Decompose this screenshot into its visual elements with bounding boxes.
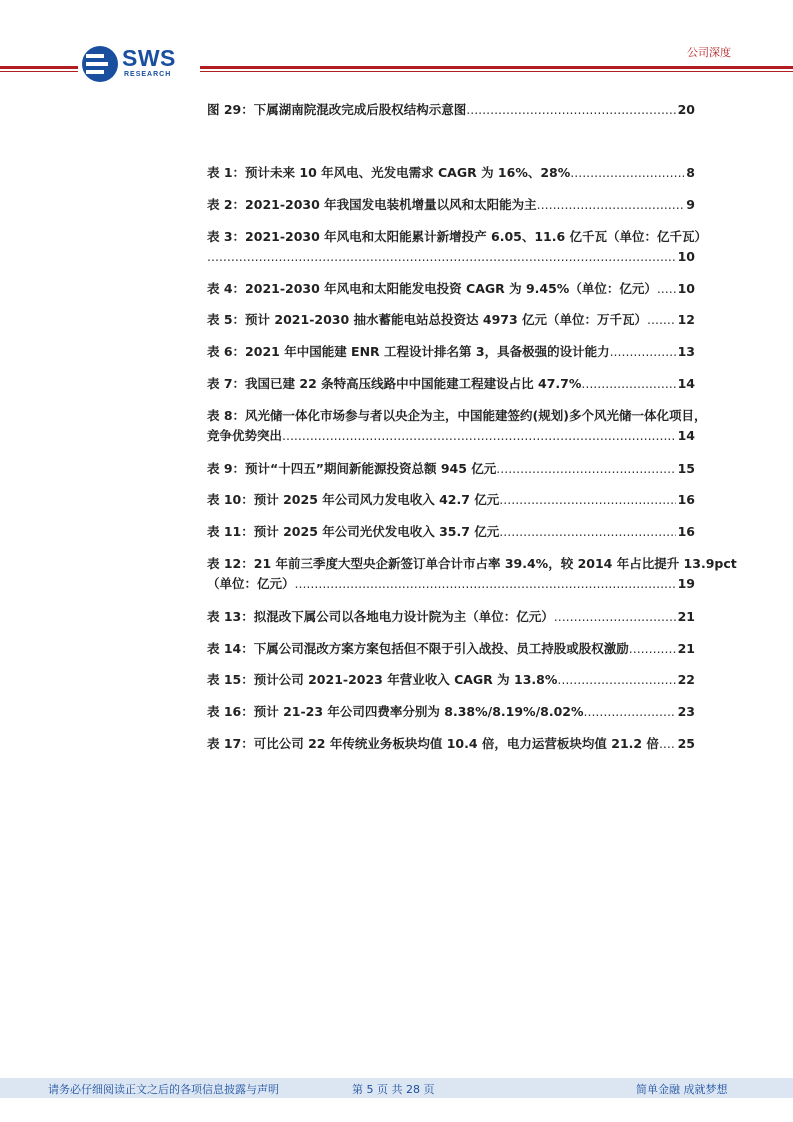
toc-entry-title: 表 17：可比公司 22 年传统业务板块均值 10.4 倍，电力运营板块均值 21.2 倍: [207, 736, 659, 751]
toc-page-number: 21: [677, 609, 695, 624]
toc-leader-dots: [499, 522, 675, 542]
header-rule-left: [0, 66, 78, 69]
toc-entry-title: 表 14：下属公司混改方案方案包括但不限于引入战投、员工持股或股权激励: [207, 641, 629, 656]
toc-entry-title: 表 15：预计公司 2021-2023 年营业收入 CAGR 为 13.8%: [207, 672, 558, 687]
toc-entry-title: 表 7：我国已建 22 条特高压线路中中国能建工程建设占比 47.7%: [207, 376, 582, 391]
toc-page-number: 8: [686, 165, 695, 180]
toc-leader-dots: [581, 374, 675, 394]
toc-entry[interactable]: [207, 734, 695, 754]
section-label: 公司深度: [687, 46, 731, 59]
toc-leader-dots: [537, 195, 685, 215]
footer-bar: [0, 1078, 793, 1098]
logo-brand: SWS: [122, 45, 176, 71]
toc-leader-dots: [584, 702, 676, 722]
toc-entry-title: 图 29：下属湖南院混改完成后股权结构示意图: [207, 102, 467, 117]
sws-logo-mark-icon: [80, 44, 120, 84]
toc-leader-dots: [610, 342, 676, 362]
toc-entry[interactable]: [207, 195, 695, 215]
toc-entry[interactable]: [207, 607, 695, 627]
toc-entry[interactable]: [207, 100, 695, 120]
toc-entry-title: 表 8：风光储一体化市场参与者以央企为主，中国能建签约(规划)多个风光储一体化项目，: [207, 408, 707, 423]
toc-entry-title: 表 3：2021-2030 年风电和太阳能累计新增投产 6.05、11.6 亿千瓦（单位：亿千瓦）: [207, 229, 708, 244]
toc-page-number: 12: [677, 312, 695, 327]
toc-leader-dots: [295, 574, 676, 594]
toc-entry-title: 表 1：预计未来 10 年风电、光发电需求 CAGR 为 16%、28%: [207, 165, 571, 180]
toc-page-number: 16: [677, 524, 695, 539]
toc-entry[interactable]: [207, 702, 695, 722]
toc-page-number: 9: [686, 197, 695, 212]
toc-leader-dots: [657, 279, 676, 299]
toc-entry[interactable]: [207, 459, 695, 479]
toc-page-number: 13: [677, 344, 695, 359]
toc-entry[interactable]: [207, 227, 708, 267]
footer-disclaimer: 请务必仔细阅读正文之后的各项信息披露与声明: [48, 1083, 279, 1096]
toc-leader-dots: [659, 734, 676, 754]
toc-entry[interactable]: [207, 554, 737, 594]
toc-leader-dots: [496, 459, 675, 479]
toc-entry-title: 表 13：拟混改下属公司以各地电力设计院为主（单位：亿元）: [207, 609, 554, 624]
toc-entry-title: 表 5：预计 2021-2030 抽水蓄能电站总投资达 4973 亿元（单位：万千瓦）: [207, 312, 648, 327]
header-rule-left-thin: [0, 71, 78, 72]
toc-entry-title: 表 6：2021 年中国能建 ENR 工程设计排名第 3，具备极强的设计能力: [207, 344, 610, 359]
footer-page-number: 第 5 页 共 28 页: [352, 1083, 435, 1096]
toc-entry[interactable]: [207, 406, 707, 446]
toc-page-number: 20: [677, 102, 695, 117]
toc-leader-dots: [629, 639, 676, 659]
toc-entry-title: 表 10：预计 2025 年公司风力发电收入 42.7 亿元: [207, 492, 500, 507]
toc-leader-dots: [554, 607, 676, 627]
toc-leader-dots: [647, 310, 676, 330]
toc-page-number: 23: [677, 704, 695, 719]
toc-page-number: 25: [677, 736, 695, 751]
toc-page-number: 22: [677, 672, 695, 687]
toc-entry-title: 竞争优势突出: [207, 428, 283, 443]
toc-leader-dots: [499, 490, 675, 510]
toc-entry[interactable]: [207, 639, 695, 659]
toc-leader-dots: [557, 670, 675, 690]
toc-entry-title: （单位：亿元）: [207, 576, 295, 591]
toc-entry[interactable]: [207, 310, 695, 330]
toc-entry-title: 表 4：2021-2030 年风电和太阳能发电投资 CAGR 为 9.45%（单位：亿元）: [207, 281, 657, 296]
toc-entry[interactable]: [207, 342, 695, 362]
toc-leader-dots: [207, 247, 676, 267]
toc-entry[interactable]: [207, 670, 695, 690]
header-rule-right-thin: [200, 71, 793, 72]
toc-entry-title: 表 2：2021-2030 年我国发电装机增量以风和太阳能为主: [207, 197, 537, 212]
footer-slogan: 简单金融 成就梦想: [636, 1083, 728, 1096]
sws-logo: [80, 44, 200, 84]
toc-entry[interactable]: [207, 522, 695, 542]
logo-brand-sub: RESEARCH: [124, 71, 172, 78]
toc-page-number: 10: [677, 249, 695, 264]
toc-page-number: 15: [677, 461, 695, 476]
toc-entry[interactable]: [207, 163, 695, 183]
toc-page-number: 10: [677, 281, 695, 296]
toc-page-number: 14: [677, 428, 695, 443]
toc-page-number: 19: [677, 576, 695, 591]
toc-page-number: 14: [677, 376, 695, 391]
toc-entry-title: 表 11：预计 2025 年公司光伏发电收入 35.7 亿元: [207, 524, 500, 539]
toc-entry[interactable]: [207, 374, 695, 394]
toc-page-number: 16: [677, 492, 695, 507]
toc-entry-title: 表 12：21 年前三季度大型央企新签订单合计市占率 39.4%，较 2014 年占比提升 13.9pct: [207, 556, 737, 571]
toc-entry-title: 表 9：预计“十四五”期间新能源投资总额 945 亿元: [207, 461, 497, 476]
toc-entry-title: 表 16：预计 21-23 年公司四费率分别为 8.38%/8.19%/8.02%: [207, 704, 584, 719]
toc-leader-dots: [570, 163, 684, 183]
toc-leader-dots: [282, 426, 676, 446]
header-rule-right: [200, 66, 793, 69]
toc-leader-dots: [466, 100, 675, 120]
toc-entry[interactable]: [207, 279, 695, 299]
toc-page-number: 21: [677, 641, 695, 656]
toc-entry[interactable]: [207, 490, 695, 510]
